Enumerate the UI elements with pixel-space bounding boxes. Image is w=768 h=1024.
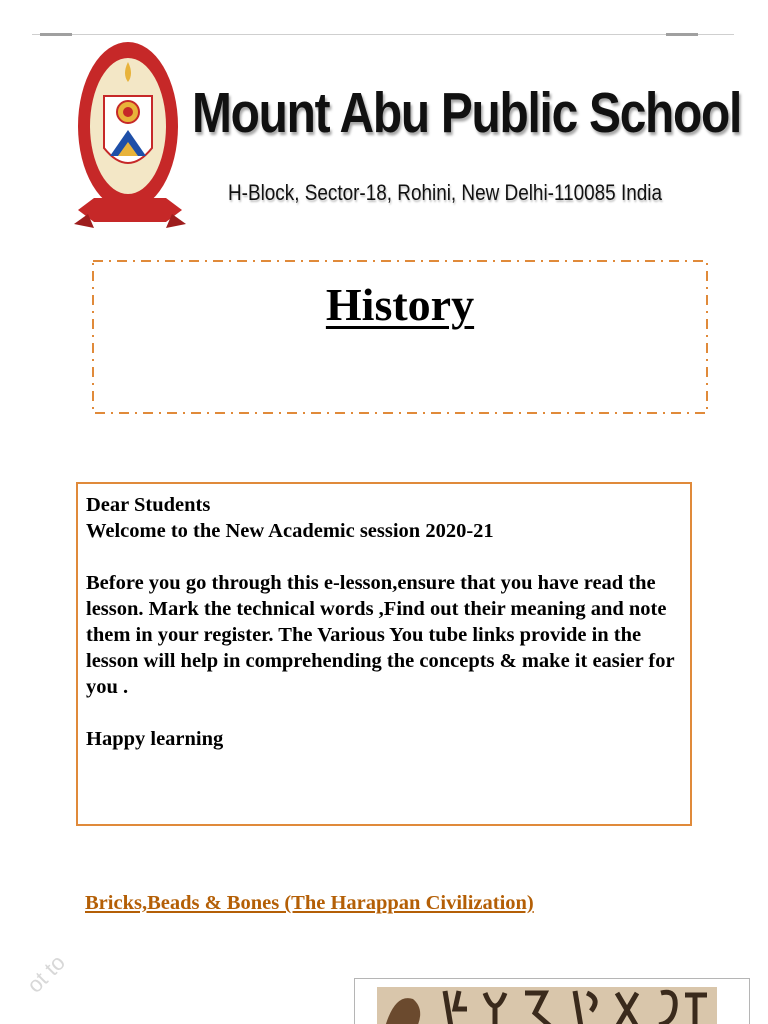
school-crest-icon (74, 38, 186, 238)
message-box (76, 482, 692, 826)
watermark-text: ot to (22, 949, 70, 998)
message-body: Before you go through this e-lesson,ensure that you have read the lesson. Mark the technical words ,Find out their meaning and note them in your register. The Various You tube links provide in the lesson will help in comprehending the concepts & make it easier for you . (86, 572, 675, 698)
top-rule (32, 34, 734, 35)
message-greeting: Dear Students (86, 494, 211, 516)
message-closing: Happy learning (86, 728, 224, 750)
message-welcome: Welcome to the New Academic session 2020-21 (86, 520, 494, 542)
school-name: Mount Abu Public School (192, 81, 742, 145)
page-marker-right (666, 33, 698, 36)
school-address: H-Block, Sector-18, Rohini, New Delhi-110085 India (228, 180, 662, 205)
lesson-link[interactable]: Bricks,Beads & Bones (The Harappan Civilization) (85, 892, 534, 914)
subject-title: History (325, 279, 475, 330)
harappan-seal-image (354, 978, 750, 1024)
subject-box (92, 260, 708, 414)
page-marker-left (40, 33, 72, 36)
